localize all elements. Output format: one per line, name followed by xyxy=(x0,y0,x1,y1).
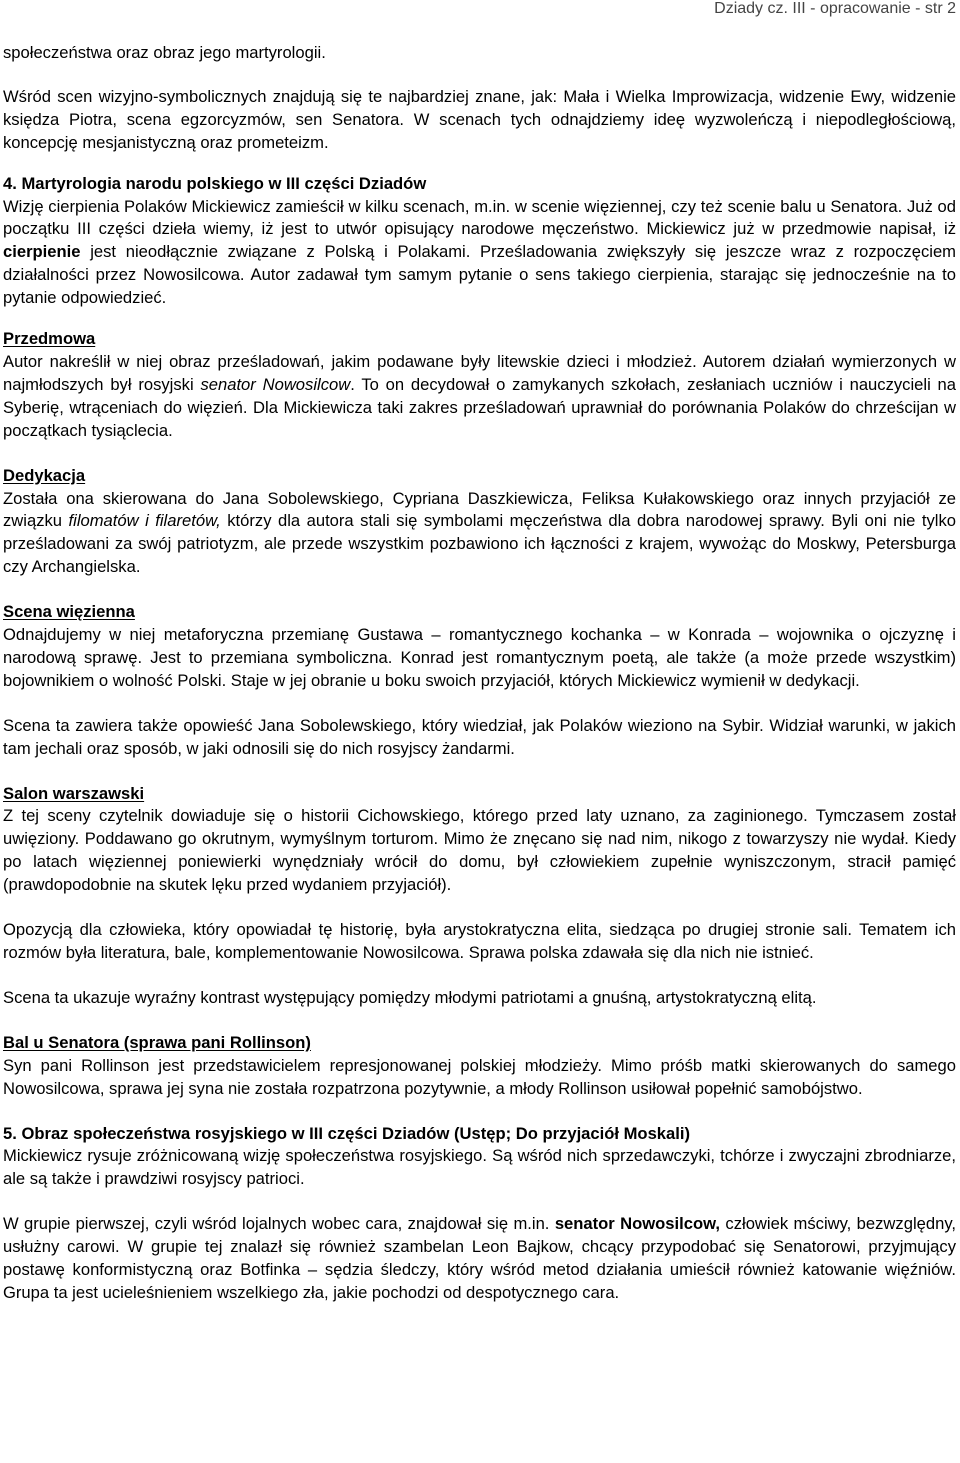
running-header: Dziady cz. III - opracowanie - str 2 xyxy=(714,0,956,17)
document-body xyxy=(3,44,956,1305)
section-4-paragraph xyxy=(3,196,956,311)
przedmowa-paragraph xyxy=(3,351,956,443)
dedykacja-text-b: którzy dla autora stali się symbolami męczeństwa dla dobra narodowej sprawy. Byli oni nie tylko prześladowani za swój patriotyzm, ale przede wszystkim pozbawiono ich łączności z krajem, wywożąc do Moskwy, Petersburga czy Archangielska. xyxy=(3,511,956,577)
bal-heading: Bal u Senatora (sprawa pani Rollinson) xyxy=(3,1032,311,1052)
dedykacja-heading: Dedykacja xyxy=(3,465,86,485)
paragraph-visionary-scenes: Wśród scen wizyjno-symbolicznych znajdują się te najbardziej znane, jak: Mała i Wielka Improwizacja, widzenie Ewy, widzenie księdza Piotra, scena egzorcyzmów, sen Senatora. W scenach tych odnajdziemy ideę wyzwoleńczą i niepodległościową, koncepcję mesjanistyczną oraz prometeizm. xyxy=(3,86,956,152)
przedmowa-italic: senator Nowosilcow xyxy=(200,374,351,394)
section-5-bold-name: senator Nowosilcow, xyxy=(554,1214,721,1234)
salon-paragraph-3: Scena ta ukazuje wyraźny kontrast występujący pomiędzy młodymi patriotami a gnuśną, artystokratyczną elitą. xyxy=(3,987,817,1007)
salon-paragraph-1: Z tej sceny czytelnik dowiaduje się o historii Cichowskiego, którego przed laty uznano, za zaginionego. Tymczasem został uwięziony. Poddawano go okrutnym, wymyślnym torturom. Mimo że znęcano się nad nim, nikogo z towarzyszy nie wydał. Kiedy po latach więziennej poniewierki wynędzniały wrócił do domu, był człowiekiem zupełnie wyniszczonym, stracił pamięć (prawdopodobnie na skutek lęku przed wydaniem przyjaciół). xyxy=(3,806,956,895)
section-5-paragraph-2 xyxy=(3,1213,956,1305)
wiezienna-paragraph-2: Scena ta zawiera także opowieść Jana Sobolewskiego, który wiedział, jak Polaków wieziono na Sybir. Widział warunki, w jakich tam jechali oraz sposób, w jaki odnosili się do nich rosyjscy żandarmi. xyxy=(3,715,956,758)
section-4-text-b: jest nieodłącznie związane z Polską i Polakami. Prześladowania zwiększyły się jeszcze wraz z rozpoczęciem działalności przez Nowosilcowa. Autor zadawał tym samym pytanie o sens takiego cierpienia, starając się jednocześnie na to pytanie odpowiedzieć. xyxy=(3,242,956,308)
section-5-text-a: W grupie pierwszej, czyli wśród lojalnych wobec cara, znajdował się m.in. xyxy=(3,1214,555,1234)
dedykacja-italic: filomatów i filaretów, xyxy=(68,511,221,531)
salon-heading: Salon warszawski xyxy=(3,783,145,803)
section-5-paragraph-1: Mickiewicz rysuje zróżnicowaną wizję społeczeństwa rosyjskiego. Są wśród nich sprzedawczyki, tchórze i zwyczajni zbrodniarze, ale są także i prawdziwi rosyjscy patrioci. xyxy=(3,1146,956,1189)
intro-line: społeczeństwa oraz obraz jego martyrologii. xyxy=(3,43,326,62)
section-4-text-a: Wizję cierpienia Polaków Mickiewicz zamieścił w kilku scenach, m.in. w scenie więziennej, czy też scenie balu u Senatora. Już od początku III części dzieła wiemy, iż jest to utwór opisujący narodowe męczeństwo. Mickiewicz już w przedmowie napisał, iż xyxy=(3,196,956,239)
section-4-bold-term: cierpienie xyxy=(3,242,81,262)
przedmowa-text-a: Autor nakreślił w niej obraz prześladowań, jakim podawane były litewskie dzieci i młodzież. Autorem działań wymierzonych w najmłodszych był rosyjski xyxy=(3,351,956,394)
dedykacja-text-a: Została ona skierowana do Jana Sobolewskiego, Cypriana Daszkiewicza, Feliksa Kułakowskiego oraz innych przyjaciół ze związku xyxy=(3,488,956,531)
przedmowa-text-b: . To on decydował o zamykanych szkołach, zesłaniach uczniów i nauczycieli na Syberię, wtrąceniach do więzień. Dla Mickiewicza taki zakres prześladowań uprawniał do porównania Polaków do chrześcijan w początkach tysiąclecia. xyxy=(3,374,957,440)
salon-paragraph-2: Opozycją dla człowieka, który opowiadał tę historię, była arystokratyczna elita, siedząca po drugiej stronie sali. Tematem ich rozmów była literatura, bale, komplementowanie Nowosilcowa. Sprawa polska zdawała się dla nich nie istnieć. xyxy=(3,920,956,962)
wiezienna-heading: Scena więzienna xyxy=(3,602,135,622)
section-4-heading: 4. Martyrologia narodu polskiego w III części Dziadów xyxy=(3,173,427,193)
przedmowa-heading: Przedmowa xyxy=(3,329,96,349)
section-5-heading: 5. Obraz społeczeństwa rosyjskiego w III części Dziadów (Ustęp; Do przyjaciół Moskali) xyxy=(3,1123,690,1143)
dedykacja-paragraph xyxy=(3,488,956,580)
wiezienna-paragraph-1: Odnajdujemy w niej metaforyczna przemianę Gustawa – romantycznego kochanka – w Konrada – wojownika o ojczyznę i narodową sprawę. Jest to przemiana symboliczna. Konrad jest romantycznym poetą, ale także (a może przede wszystkim) bojownikiem o wolność Polski. Staje w jej obranie u boku swoich przyjaciół, których Mickiewicz wymienił w dedykacji. xyxy=(3,625,956,690)
section-5-text-b: człowiek mściwy, bezwzględny, usłużny carowi. W grupie tej znalazł się również szambelan Leon Bajkow, chcący przypodobać się Senatorowi, przyjmujący postawę konformistyczną oraz Botfinka – sędzia śledczy, który wśród metod działania umieścił również katowanie więźniów. Grupa ta jest ucieleśnieniem wszelkiego zła, jakie pochodzi od despotycznego cara. xyxy=(3,1214,956,1302)
bal-paragraph-1: Syn pani Rollinson jest przedstawicielem represjonowanej polskiej młodzieży. Mimo próśb matki skierowanych do samego Nowosilcowa, sprawa jej syna nie została rozpatrzona pozytywnie, a młody Rollinson usiłował popełnić samobójstwo. xyxy=(3,1055,956,1098)
